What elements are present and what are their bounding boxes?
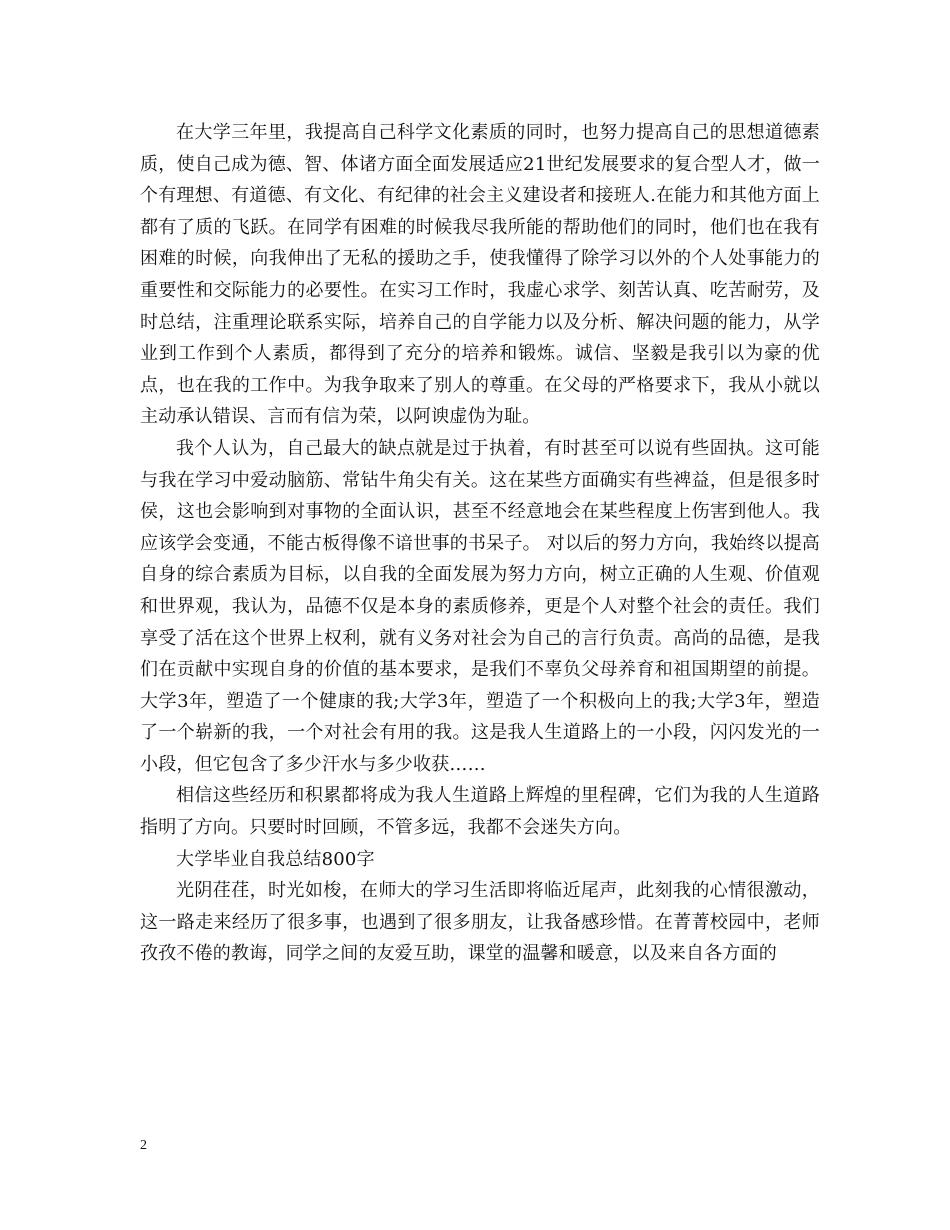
document-body xyxy=(140,117,820,970)
paragraph-graduation-summary: 光阴荏荏，时光如梭，在师大的学习生活即将临近尾声，此刻我的心情很激动，这一路走来经历了很多事，也遇到了很多朋友，让我备感珍惜。在菁菁校园中，老师孜孜不倦的教诲，同学之间的友爱互助，课堂的温馨和暖意，以及来自各方面的 xyxy=(140,880,820,965)
section-heading: 大学毕业自我总结800字 xyxy=(176,848,375,870)
page-number: 2 xyxy=(140,1138,147,1153)
paragraph-shortcomings-and-direction: 我个人认为，自己最大的缺点就是过于执着，有时甚至可以说有些固执。这可能与我在学习中爱动脑筋、常钻牛角尖有关。这在某些方面确实有些裨益，但是很多时侯，这也会影响到对事物的全面认识，甚至不经意地会在某些程度上伤害到他人。我应该学会变通，不能古板得像不谙世事的书呆子。 对以后的努力方向，我始终以提高自身的综合素质为目标，以自我的全面发展为努力方向，树立正确的人生观、价值观和世界观，我认为，品德不仅是本身的素质修养，更是个人对整个社会的责任。我们享受了活在这个世界上权利，就有义务对社会为自己的言行负责。高尚的品德，是我们在贡献中实现自身的价值的基本要求，是我们不辜负父母养育和祖国期望的前提。大学3年，塑造了一个健康的我;大学3年，塑造了一个积极向上的我;大学3年，塑造了一个崭新的我，一个对社会有用的我。这是我人生道路上的一小段，闪闪发光的一小段，但它包含了多少汗水与多少收获…… xyxy=(140,437,820,775)
paragraph-university-three-years: 在大学三年里，我提高自己科学文化素质的同时，也努力提高自己的思想道德素质，使自己成为德、智、体诸方面全面发展适应21世纪发展要求的复合型人才，做一个有理想、有道德、有文化、有纪律的社会主义建设者和接班人.在能力和其他方面上都有了质的飞跃。在同学有困难的时候我尽我所能的帮助他们的同时，他们也在我有困难的时候，向我伸出了无私的援助之手，使我懂得了除学习以外的个人处事能力的重要性和交际能力的必要性。在实习工作时，我虚心求学、刻苦认真、吃苦耐劳，及时总结，注重理论联系实际，培养自己的自学能力以及分析、解决问题的能力，从学业到工作到个人素质，都得到了充分的培养和锻炼。诚信、坚毅是我引以为豪的优点，也在我的工作中。为我争取来了别人的尊重。在父母的严格要求下，我从小就以主动承认错误、言而有信为荣，以阿谀虚伪为耻。 xyxy=(140,122,820,428)
paragraph-milestones: 相信这些经历和积累都将成为我人生道路上辉煌的里程碑，它们为我的人生道路指明了方向。只要时时回顾，不管多远，我都不会迷失方向。 xyxy=(140,785,820,839)
